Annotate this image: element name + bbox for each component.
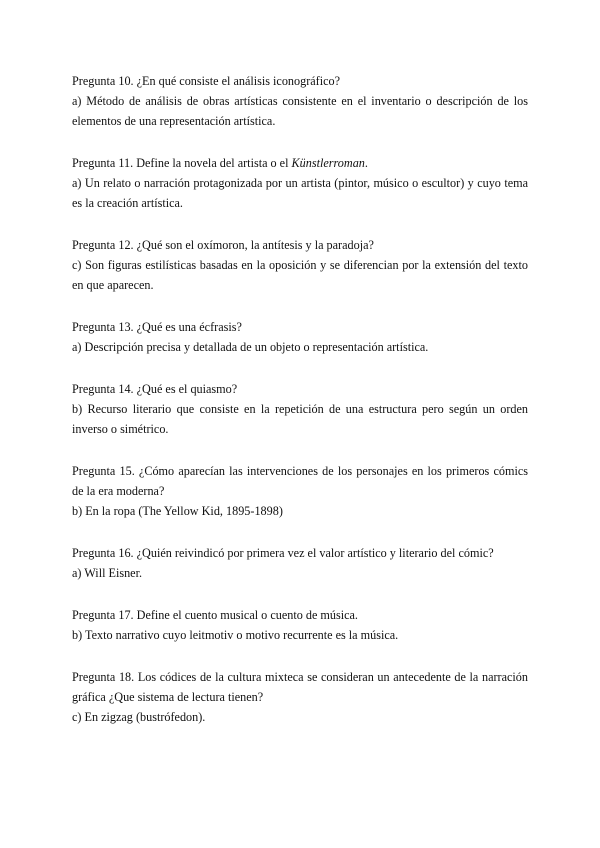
question-block-18	[72, 667, 528, 727]
answer-text: b) En la ropa (The Yellow Kid, 1895-1898)	[72, 504, 283, 518]
answer-text: b) Texto narrativo cuyo leitmotiv o motivo recurrente es la música.	[72, 628, 399, 642]
question-block-10	[72, 71, 528, 131]
question-text: Pregunta 13. ¿Qué es una écfrasis?	[72, 320, 242, 334]
question-block-17	[72, 605, 528, 645]
question-block-16	[72, 543, 528, 583]
question-block-13	[72, 317, 528, 357]
question-prefix: Pregunta 11. Define la novela del artista o el	[72, 156, 292, 170]
document-page	[72, 71, 528, 749]
question-text: Pregunta 16. ¿Quién reivindicó por primera vez el valor artístico y literario del cómic?	[72, 546, 494, 560]
answer-text: a) Descripción precisa y detallada de un objeto o representación artística.	[72, 340, 429, 354]
question-text: Pregunta 15. ¿Cómo aparecían las intervenciones de los personajes en los primeros cómics de la era moderna?	[72, 464, 528, 498]
answer-text: a) Will Eisner.	[72, 566, 143, 580]
question-block-14	[72, 379, 528, 439]
question-text: Pregunta 17. Define el cuento musical o cuento de música.	[72, 608, 358, 622]
question-text: Pregunta 18. Los códices de la cultura mixteca se consideran un antecedente de la narración gráfica ¿Que sistema de lectura tienen?	[72, 670, 528, 704]
question-text: Pregunta 10. ¿En qué consiste el análisis iconográfico?	[72, 74, 341, 88]
question-block-15	[72, 461, 528, 521]
answer-text: a) Método de análisis de obras artísticas consistente en el inventario o descripción de los elementos de una representación artística.	[72, 94, 528, 128]
answer-text: a) Un relato o narración protagonizada por un artista (pintor, músico o escultor) y cuyo tema es la creación artística.	[72, 176, 528, 210]
question-text	[72, 153, 528, 173]
question-text: Pregunta 14. ¿Qué es el quiasmo?	[72, 382, 238, 396]
question-italic-term: Künstlerroman	[291, 156, 365, 170]
question-block-12	[72, 235, 528, 295]
question-block-11	[72, 153, 528, 213]
answer-text: c) Son figuras estilísticas basadas en la oposición y se diferencian por la extensión del texto en que aparecen.	[72, 258, 528, 292]
answer-text: b) Recurso literario que consiste en la repetición de una estructura pero según un orden inverso o simétrico.	[72, 402, 528, 436]
question-suffix: .	[364, 156, 368, 170]
answer-text: c) En zigzag (bustrófedon).	[72, 710, 206, 724]
question-text: Pregunta 12. ¿Qué son el oxímoron, la antítesis y la paradoja?	[72, 238, 374, 252]
